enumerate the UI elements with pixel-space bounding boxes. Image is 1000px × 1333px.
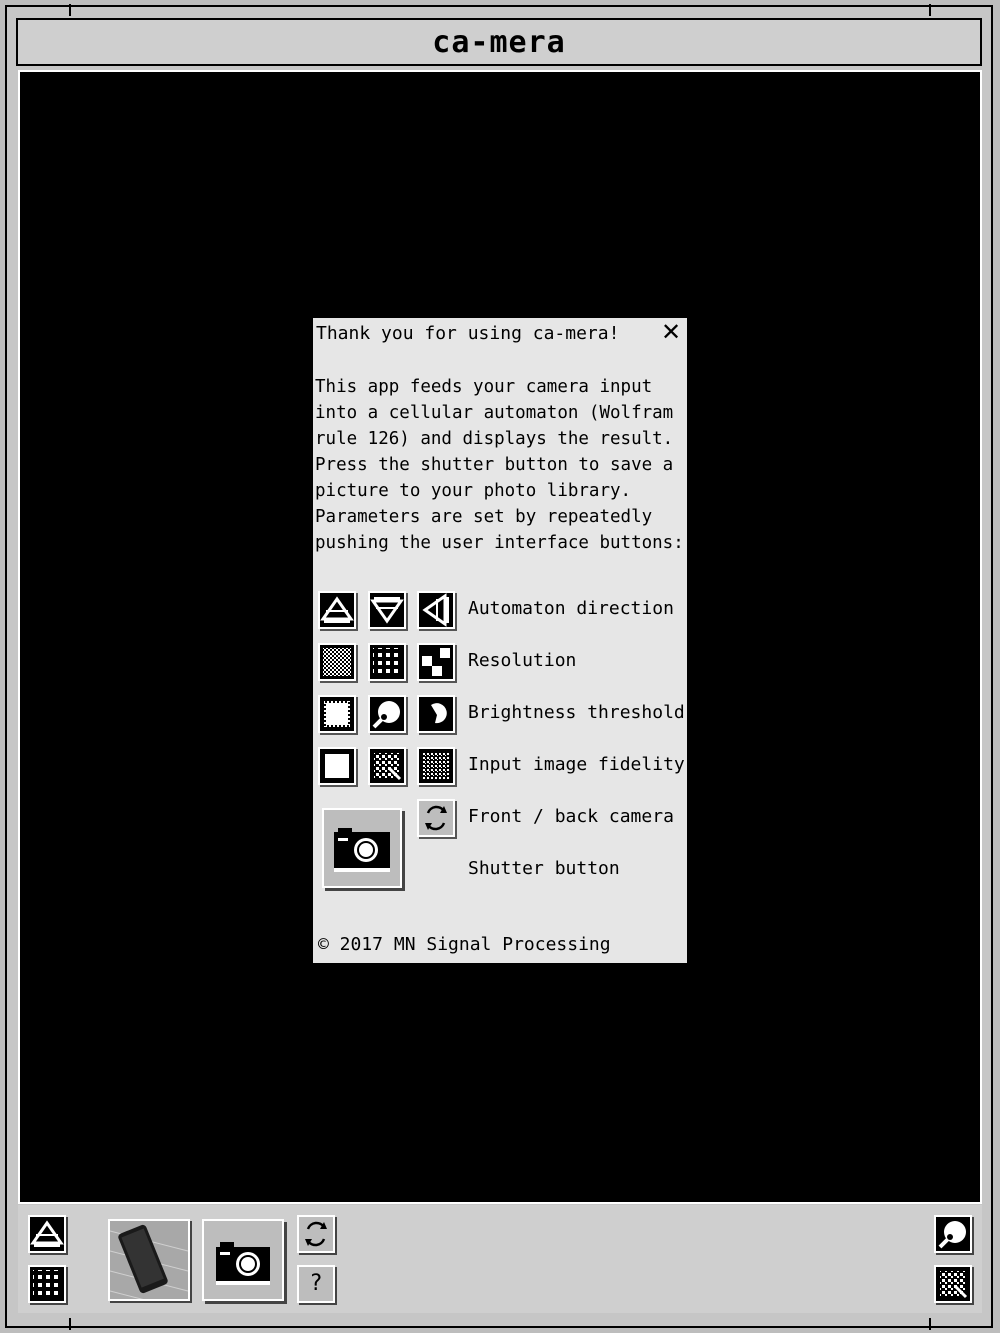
fidelity-button[interactable] <box>934 1265 972 1303</box>
close-icon[interactable]: ✕ <box>660 318 682 346</box>
shutter-button[interactable] <box>202 1219 284 1301</box>
legend-label-direction: Automaton direction <box>468 598 674 619</box>
resolution-button[interactable] <box>28 1265 66 1303</box>
help-button[interactable] <box>297 1265 335 1303</box>
fidelity-medium-icon <box>936 1267 970 1301</box>
legend-label-resolution: Resolution <box>468 650 577 671</box>
direction-up-icon <box>318 591 356 629</box>
legend-label-camera-switch: Front / back camera <box>468 806 674 827</box>
resolution-medium-icon <box>368 643 406 681</box>
frame-notch <box>69 4 71 16</box>
threshold-medium-icon <box>936 1217 970 1251</box>
direction-down-icon <box>368 591 406 629</box>
bottom-toolbar <box>18 1205 982 1313</box>
threshold-low-icon <box>318 695 356 733</box>
direction-up-icon <box>30 1217 64 1251</box>
frame-notch <box>929 1318 931 1330</box>
welcome-dialog <box>313 318 687 963</box>
legend-label-threshold: Brightness threshold <box>468 702 685 723</box>
threshold-button[interactable] <box>934 1215 972 1253</box>
direction-left-icon <box>417 591 455 629</box>
shutter-icon <box>322 808 402 888</box>
copyright-text: © 2017 MN Signal Processing <box>318 934 611 955</box>
window-title: ca-mera <box>432 24 566 60</box>
camera-switch-button[interactable] <box>297 1215 335 1253</box>
legend-label-shutter: Shutter button <box>468 858 620 879</box>
frame-notch <box>69 1318 71 1330</box>
help-icon: ? <box>309 1271 323 1296</box>
fidelity-medium-icon <box>368 747 406 785</box>
camera-switch-icon <box>417 799 455 837</box>
direction-button[interactable] <box>28 1215 66 1253</box>
resolution-coarse-icon <box>417 643 455 681</box>
camera-switch-icon <box>299 1217 333 1251</box>
fidelity-low-icon <box>417 747 455 785</box>
last-photo-thumbnail[interactable] <box>108 1219 190 1301</box>
legend-label-fidelity: Input image fidelity <box>468 754 685 775</box>
dialog-title: Thank you for using ca-mera! <box>316 323 620 344</box>
dialog-body-text: This app feeds your camera input into a cellular automaton (Wolfram rule 126) and displays the result. Press the shutter button to save a picture to your photo library. Parameters are set by repeatedly pushing the user interface buttons: <box>315 377 684 553</box>
frame-notch <box>929 4 931 16</box>
threshold-medium-icon <box>368 695 406 733</box>
fidelity-full-icon <box>318 747 356 785</box>
resolution-medium-icon <box>30 1267 64 1301</box>
shutter-icon <box>204 1221 282 1299</box>
resolution-fine-icon <box>318 643 356 681</box>
title-bar <box>16 18 982 66</box>
threshold-high-icon <box>417 695 455 733</box>
